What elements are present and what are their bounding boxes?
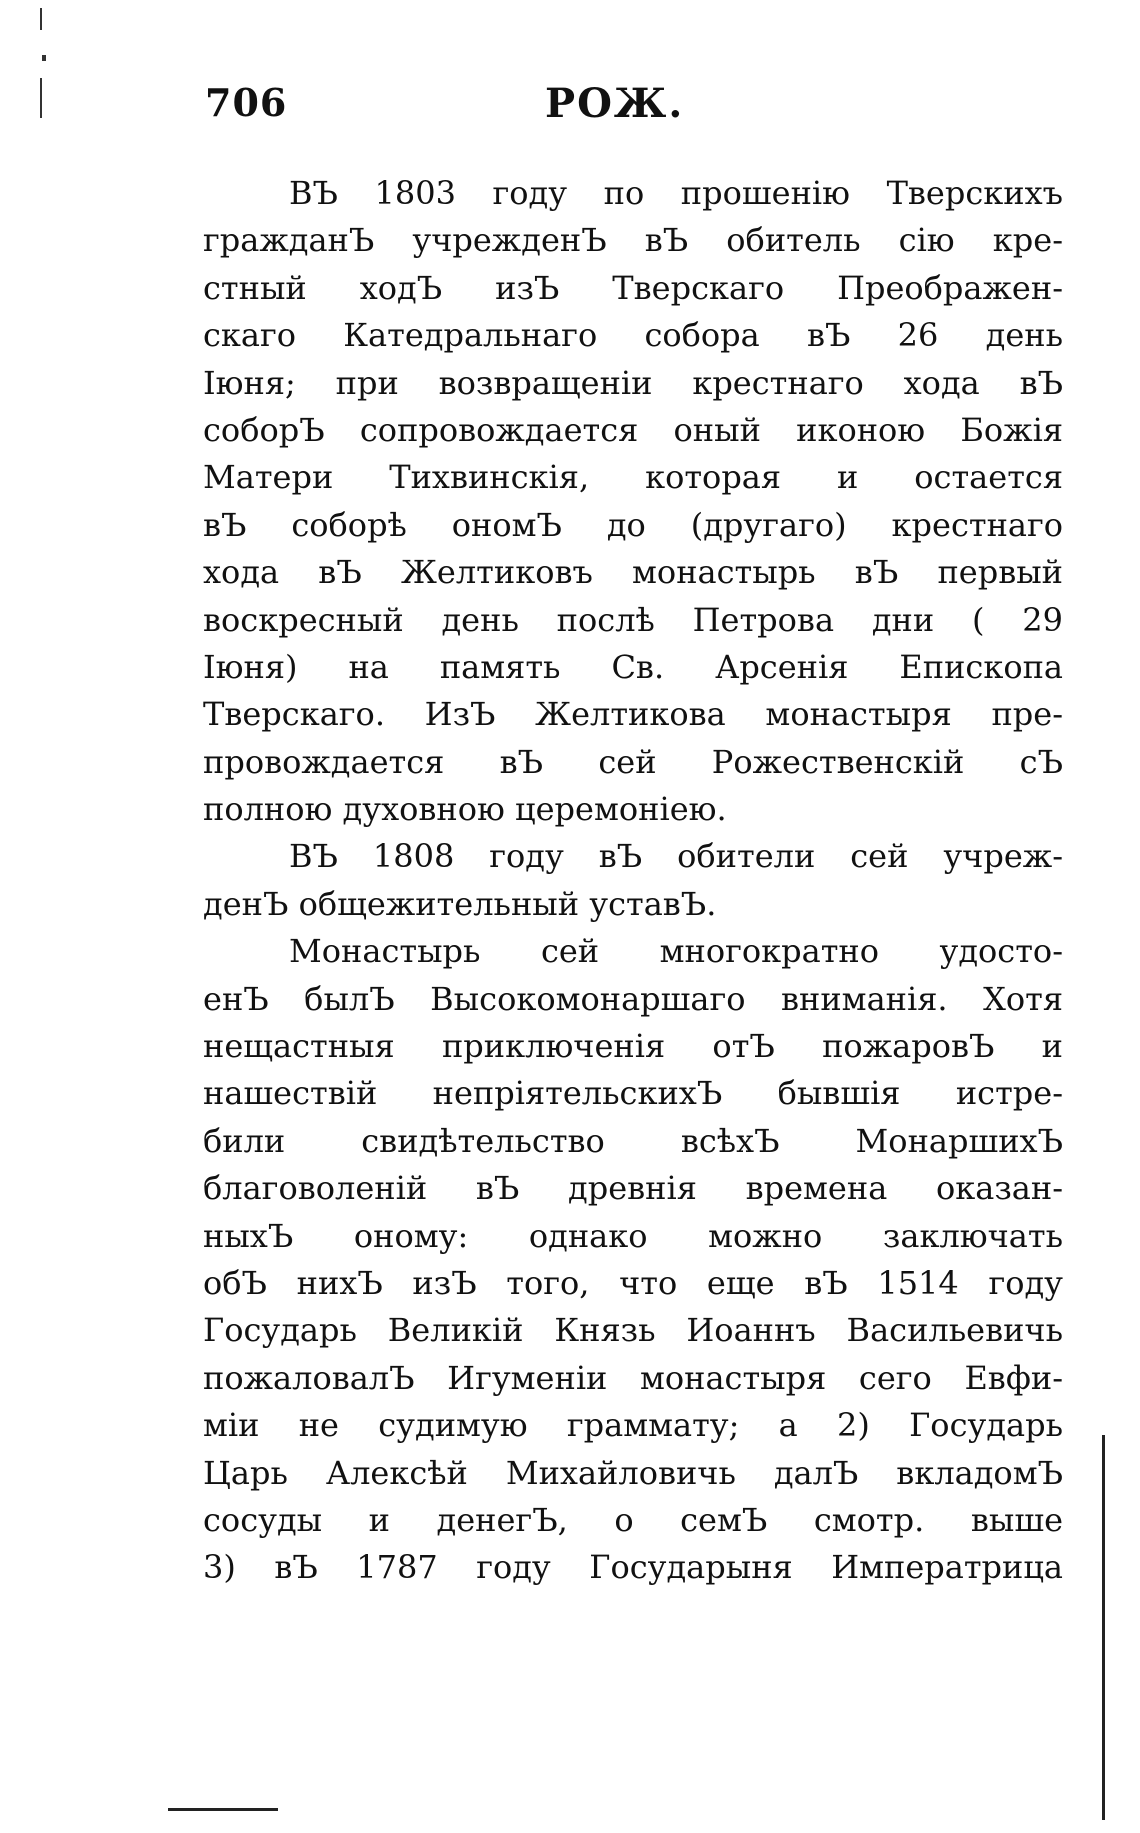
text-line: соборЪ сопровождается оный иконою Божія <box>203 410 1063 449</box>
text-line: вЪ соборѣ ономЪ до (другаго) крестнаго <box>203 505 1063 544</box>
body-text <box>203 170 1063 1592</box>
text-line: гражданЪ учрежденЪ вЪ обитель сію кре- <box>203 221 1063 260</box>
page-header <box>205 80 1065 140</box>
page-number: 706 <box>205 80 288 125</box>
text-line: благоволеній вЪ древнія времена оказан- <box>203 1169 1063 1208</box>
text-line: Іюня; при возвращеніи крестнаго хода вЪ <box>203 363 1063 402</box>
text-line: стный ходЪ изЪ Тверскаго Преображен- <box>203 268 1063 307</box>
text-line: ныхЪ оному: однако можно заключать <box>203 1216 1063 1255</box>
text-line: 3) вЪ 1787 году Государыня Императрица <box>203 1548 1063 1587</box>
text-line: воскресный день послѣ Петрова дни ( 29 <box>203 600 1063 639</box>
text-line: Іюня) на память Св. Арсенія Епископа <box>203 647 1063 686</box>
text-line: Матери Тихвинскія, которая и остается <box>203 458 1063 497</box>
text-line: Тверскаго. ИзЪ Желтикова монастыря пре- <box>203 695 1063 734</box>
scan-margin-mark <box>42 55 46 61</box>
text-line: полною духовною церемоніею. <box>203 790 727 829</box>
text-line: нашествій непріятельскихЪ бывшія истре- <box>203 1074 1063 1113</box>
text-line: обЪ нихЪ изЪ того, что еще вЪ 1514 году <box>203 1263 1063 1302</box>
scan-margin-mark <box>40 8 42 30</box>
page-edge-shadow <box>1102 1435 1105 1820</box>
text-line: енЪ былЪ Высокомонаршаго вниманія. Хотя <box>203 979 1063 1018</box>
text-line: Государь Великій Князь Иоаннъ Васильевичь <box>203 1311 1063 1350</box>
text-line: денЪ общежительный уставЪ. <box>203 884 717 923</box>
text-line: сосуды и денегЪ, о семЪ смотр. выше <box>203 1500 1063 1539</box>
text-line: хода вЪ Желтиковъ монастырь вЪ первый <box>203 553 1063 592</box>
text-line: Монастырь сей многократно удосто- <box>289 932 1063 971</box>
text-line: ВЪ 1808 году вЪ обители сей учреж- <box>289 837 1063 876</box>
text-line: Царь Алексѣй Михайловичь далЪ вкладомЪ <box>203 1453 1063 1492</box>
running-head: РОЖ. <box>545 80 685 127</box>
scan-bottom-mark <box>168 1808 278 1811</box>
text-line: скаго Катедральнаго собора вЪ 26 день <box>203 316 1063 355</box>
text-line: нещастныя приключенія отЪ пожаровЪ и <box>203 1027 1063 1066</box>
text-line: міи не судимую граммату; а 2) Государь <box>203 1406 1063 1445</box>
scan-margin-mark <box>40 78 42 118</box>
text-line: били свидѣтельство всѣхЪ МонаршихЪ <box>203 1121 1063 1160</box>
text-line: ВЪ 1803 году по прошенію Тверскихъ <box>289 174 1063 212</box>
text-line: провождается вЪ сей Рожественскій сЪ <box>203 742 1063 781</box>
text-line: пожаловалЪ Игуменіи монастыря сего Евфи- <box>203 1358 1063 1397</box>
